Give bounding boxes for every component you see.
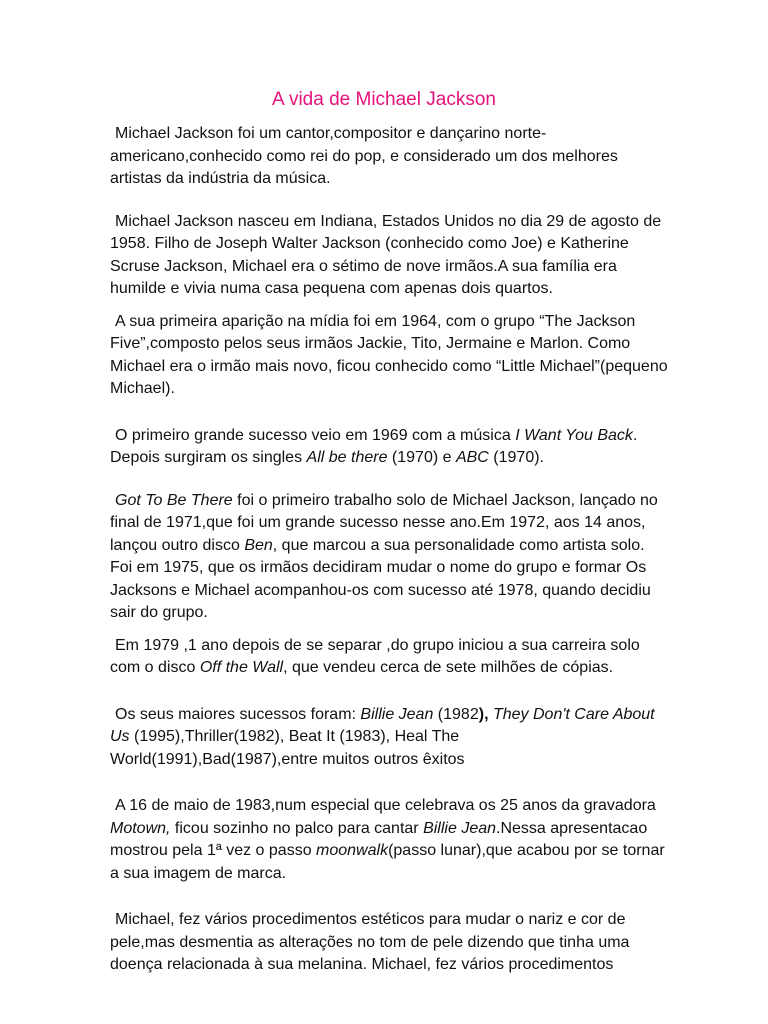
text-run: , que marcou a sua personalidade como artista solo. Foi em 1975, que os irmãos decidiram mudar o nome do grupo e formar Os Jacksons e Michael acompanhou-os com sucesso até 1978, quando decidiu sair do grupo. [110,536,651,621]
page-title: A vida de Michael Jackson [272,89,496,110]
text-run: .Nessa apresentacao mostrou pela 1ª vez o passo [110,819,648,859]
text-run: moonwalk [316,842,389,859]
paragraph-procedures [110,909,670,977]
text-run: (1982 [433,705,479,723]
text-run: Billie Jean [423,819,497,837]
text-run: Os seus maiores sucessos foram: [115,705,361,723]
text-run: . Depois surgiram os singles [110,426,638,466]
text-run: Michael, fez vários procedimentos estéticos para mudar o nariz e cor de pele,mas desmentia as alterações no tom de pele dizendo que tinha uma doença relacionada à sua melanina. Michael, fez vários procedimentos [110,911,630,973]
text-run: Michael Jackson foi um cantor,compositor e dançarino norte-americano,conhecido como rei do pop, e considerado um dos melhores artistas da indústria da música. [110,125,618,187]
text-run: ficou sozinho no palco para cantar [170,819,424,837]
text-run: foi o primeiro trabalho solo de Michael Jackson, lançado no final de 1971,que foi um grande sucesso nesse ano.Em 1972, aos 14 anos, lançou outro disco [110,491,658,554]
text-run: ABC [455,449,489,466]
text-run: Michael Jackson nasceu em Indiana, Estados Unidos no dia 29 de agosto de 1958. Filho de Joseph Walter Jackson (conhecido como Joe) e Katherine Scruse Jackson, Michael era o sétimo de nove irmãos.A sua família era humilde e vivia numa casa pequena com apenas dois quartos. [110,212,662,297]
paragraph-intro [110,123,670,191]
text-run: O primeiro grande sucesso veio em 1969 com a música [115,426,516,444]
paragraph-greatest-hits [110,704,670,772]
paragraph-first-success [110,425,670,470]
text-run: A sua primeira aparição na mídia foi em 1964, com o grupo “The Jackson Five”,composto pelos seus irmãos Jackie, Tito, Jermaine e Marlon. Como Michael era o irmão mais novo, ficou conhecido como “Little Michael”(pequeno Michael). [110,312,668,397]
text-run: ), [478,705,489,723]
text-run: Off the Wall [199,659,284,676]
text-run: A 16 de maio de 1983,num especial que celebrava os 25 anos da gravadora [115,797,656,814]
text-run: Ben [244,536,273,554]
text-run: Em 1979 ,1 ano depois de se separar ,do grupo iniciou a sua carreira solo com o disco [110,636,640,676]
text-run: (1995),Thriller(1982), Beat It (1983), Heal The World(1991),Bad(1987),entre muitos outros êxitos [110,728,465,768]
text-run: All be there [306,449,388,466]
paragraph-solo-career [110,490,670,625]
text-run: I Want You Back [515,426,633,444]
paragraph-off-the-wall [110,635,670,680]
text-run: They Don't Care About Us [110,705,655,745]
document-body [110,123,670,977]
text-run: , que vendeu cerca de sete milhões de cópias. [283,659,614,676]
paragraph-moonwalk [110,795,670,885]
text-run: (1970). [488,449,544,466]
text-run: Billie Jean [360,705,434,723]
text-run: (passo lunar),que acabou por se tornar a sua imagem de marca. [110,842,665,882]
paragraph-birth [110,211,670,301]
text-run: Motown, [110,819,171,837]
text-run: Got To Be There [115,491,233,509]
text-run: (1970) e [387,449,456,466]
paragraph-first-appearance [110,311,670,401]
